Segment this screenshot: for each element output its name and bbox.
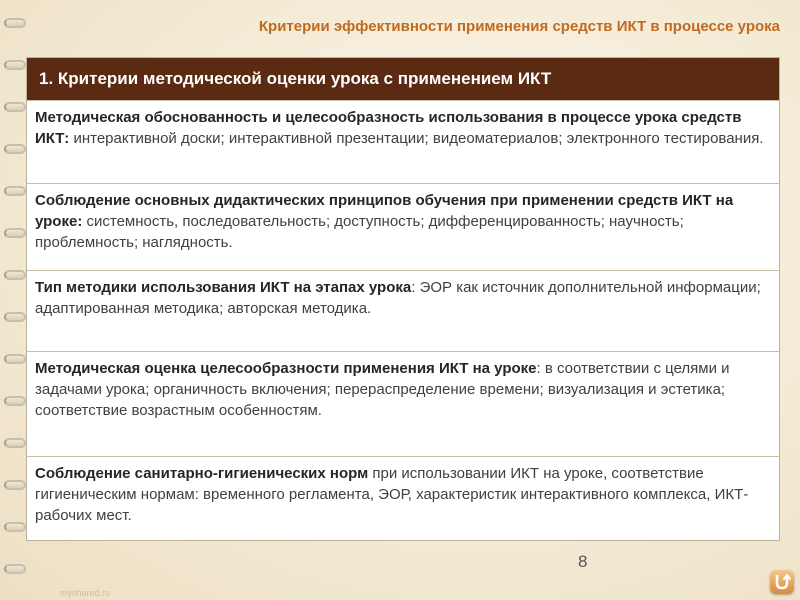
row-bold-text: Соблюдение санитарно-гигиенических норм bbox=[35, 465, 369, 482]
spiral-ring bbox=[4, 522, 26, 532]
spiral-ring bbox=[4, 18, 26, 28]
row-bold-text: Тип методики использования ИКТ на этапах урока bbox=[35, 279, 412, 296]
row-text: системность, последовательность; доступность; дифференцированность; научность; проблемность; наглядность. bbox=[35, 213, 684, 251]
spiral-ring bbox=[4, 480, 26, 490]
spiral-ring bbox=[4, 186, 26, 196]
table-header: 1. Критерии методической оценки урока с применением ИКТ bbox=[27, 58, 779, 100]
spiral-ring bbox=[4, 564, 26, 574]
table-row bbox=[27, 183, 779, 270]
table-row bbox=[27, 456, 779, 540]
spiral-ring bbox=[4, 144, 26, 154]
table-row bbox=[27, 270, 779, 351]
spiral-ring bbox=[4, 60, 26, 70]
row-text: при использовании ИКТ на уроке, соответствие гигиеническим нормам: временного регламента, ЭОР, характеристик интерактивного комплекса, ИКТ-рабочих мест. bbox=[35, 465, 749, 524]
slide-title: Критерии эффективности применения средств ИКТ в процессе урока bbox=[258, 18, 780, 35]
spiral-ring bbox=[4, 102, 26, 112]
spiral-ring bbox=[4, 354, 26, 364]
return-arrow-icon[interactable] bbox=[770, 570, 794, 594]
row-bold-text: Соблюдение основных дидактических принципов обучения при применении средств ИКТ на уроке: bbox=[35, 192, 734, 230]
table-row bbox=[27, 100, 779, 183]
spiral-ring bbox=[4, 228, 26, 238]
row-bold-text: Методическая оценка целесообразности применения ИКТ на уроке bbox=[35, 360, 537, 377]
notebook-spiral bbox=[0, 0, 28, 600]
row-text: : в соответствии с целями и задачами урока; органичность включения; перераспределение времени; визуализация и эстетика; соответствие возрастным особенностям. bbox=[35, 360, 730, 419]
criteria-table bbox=[26, 57, 780, 541]
page-number: 8 bbox=[578, 552, 588, 571]
spiral-ring bbox=[4, 312, 26, 322]
spiral-ring bbox=[4, 396, 26, 406]
watermark: myshared.ru bbox=[60, 588, 111, 598]
row-bold-text: Методическая обоснованность и целесообразность использования в процессе урока средств ИКТ: bbox=[35, 109, 742, 147]
row-text: : ЭОР как источник дополнительной информации; адаптированная методика; авторская методика. bbox=[35, 279, 761, 317]
spiral-ring bbox=[4, 270, 26, 280]
row-text: интерактивной доски; интерактивной презентации; видеоматериалов; электронного тестирования. bbox=[69, 130, 764, 147]
spiral-ring bbox=[4, 438, 26, 448]
table-row bbox=[27, 351, 779, 456]
